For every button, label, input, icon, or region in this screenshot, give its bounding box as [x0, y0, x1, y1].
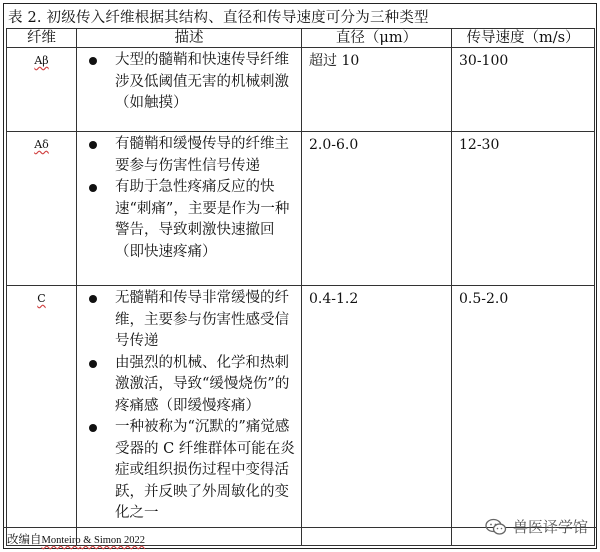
- velocity-cell: 30-100: [452, 48, 595, 132]
- list-item: 大型的髓鞘和快速传导纤维涉及低阈值无害的机械刺激（如触摸）: [77, 50, 301, 115]
- fiber-cell: C: [7, 286, 77, 546]
- header-description: 描述: [77, 29, 302, 48]
- diameter-cell: 0.4-1.2: [302, 286, 452, 546]
- table-row: [7, 48, 595, 132]
- header-velocity: 传导速度（m/s）: [452, 29, 595, 48]
- velocity-cell: 0.5-2.0: [452, 286, 595, 546]
- bullet-icon: [89, 295, 97, 303]
- header-row: [7, 29, 595, 48]
- list-item: 有髓鞘和缓慢传导的纤维主要参与伤害性信号传递: [77, 134, 301, 177]
- source-note: 改编自Monteiro & Simon 2022: [7, 532, 146, 546]
- fiber-table: [6, 28, 595, 546]
- description-cell: [77, 48, 302, 132]
- fiber-cell: Aδ: [7, 132, 77, 286]
- table-caption: 表 2. 初级传入纤维根据其结构、直径和传导速度可分为三种类型: [8, 10, 429, 26]
- fiber-cell: Aβ: [7, 48, 77, 132]
- header-fiber: 纤维: [7, 29, 77, 48]
- bullet-icon: [89, 141, 97, 149]
- watermark: [485, 516, 588, 537]
- bullet-icon: [89, 424, 97, 432]
- header-diameter: 直径（μm）: [302, 29, 452, 48]
- list-item: 由强烈的机械、化学和热刺激激活，导致“缓慢烧伤”的疼痛感（即缓慢疼痛）: [77, 353, 301, 418]
- table-row: [7, 132, 595, 286]
- list-item: 一种被称为“沉默的”痛觉感受器的 C 纤维群体可能在炎症或组织损伤过程中变得活跃，并反映了外周敏化的变化之一: [77, 417, 301, 525]
- bullet-icon: [89, 57, 97, 65]
- list-item: 有助于急性疼痛反应的快速“刺痛”，主要是作为一种警告，导致刺激快速撤回（即快速疼痛）: [77, 177, 301, 263]
- watermark-text: 兽医译学馆: [512, 518, 588, 536]
- list-item: 无髓鞘和传导非常缓慢的纤维，主要参与伤害性感受信号传递: [77, 288, 301, 353]
- diameter-cell: 2.0-6.0: [302, 132, 452, 286]
- bullet-icon: [89, 360, 97, 368]
- description-cell: [77, 286, 302, 546]
- bullet-icon: [89, 184, 97, 192]
- velocity-cell: 12-30: [452, 132, 595, 286]
- wechat-icon: [485, 518, 507, 536]
- description-cell: [77, 132, 302, 286]
- table-row: [7, 286, 595, 546]
- diameter-cell: 超过 10: [302, 48, 452, 132]
